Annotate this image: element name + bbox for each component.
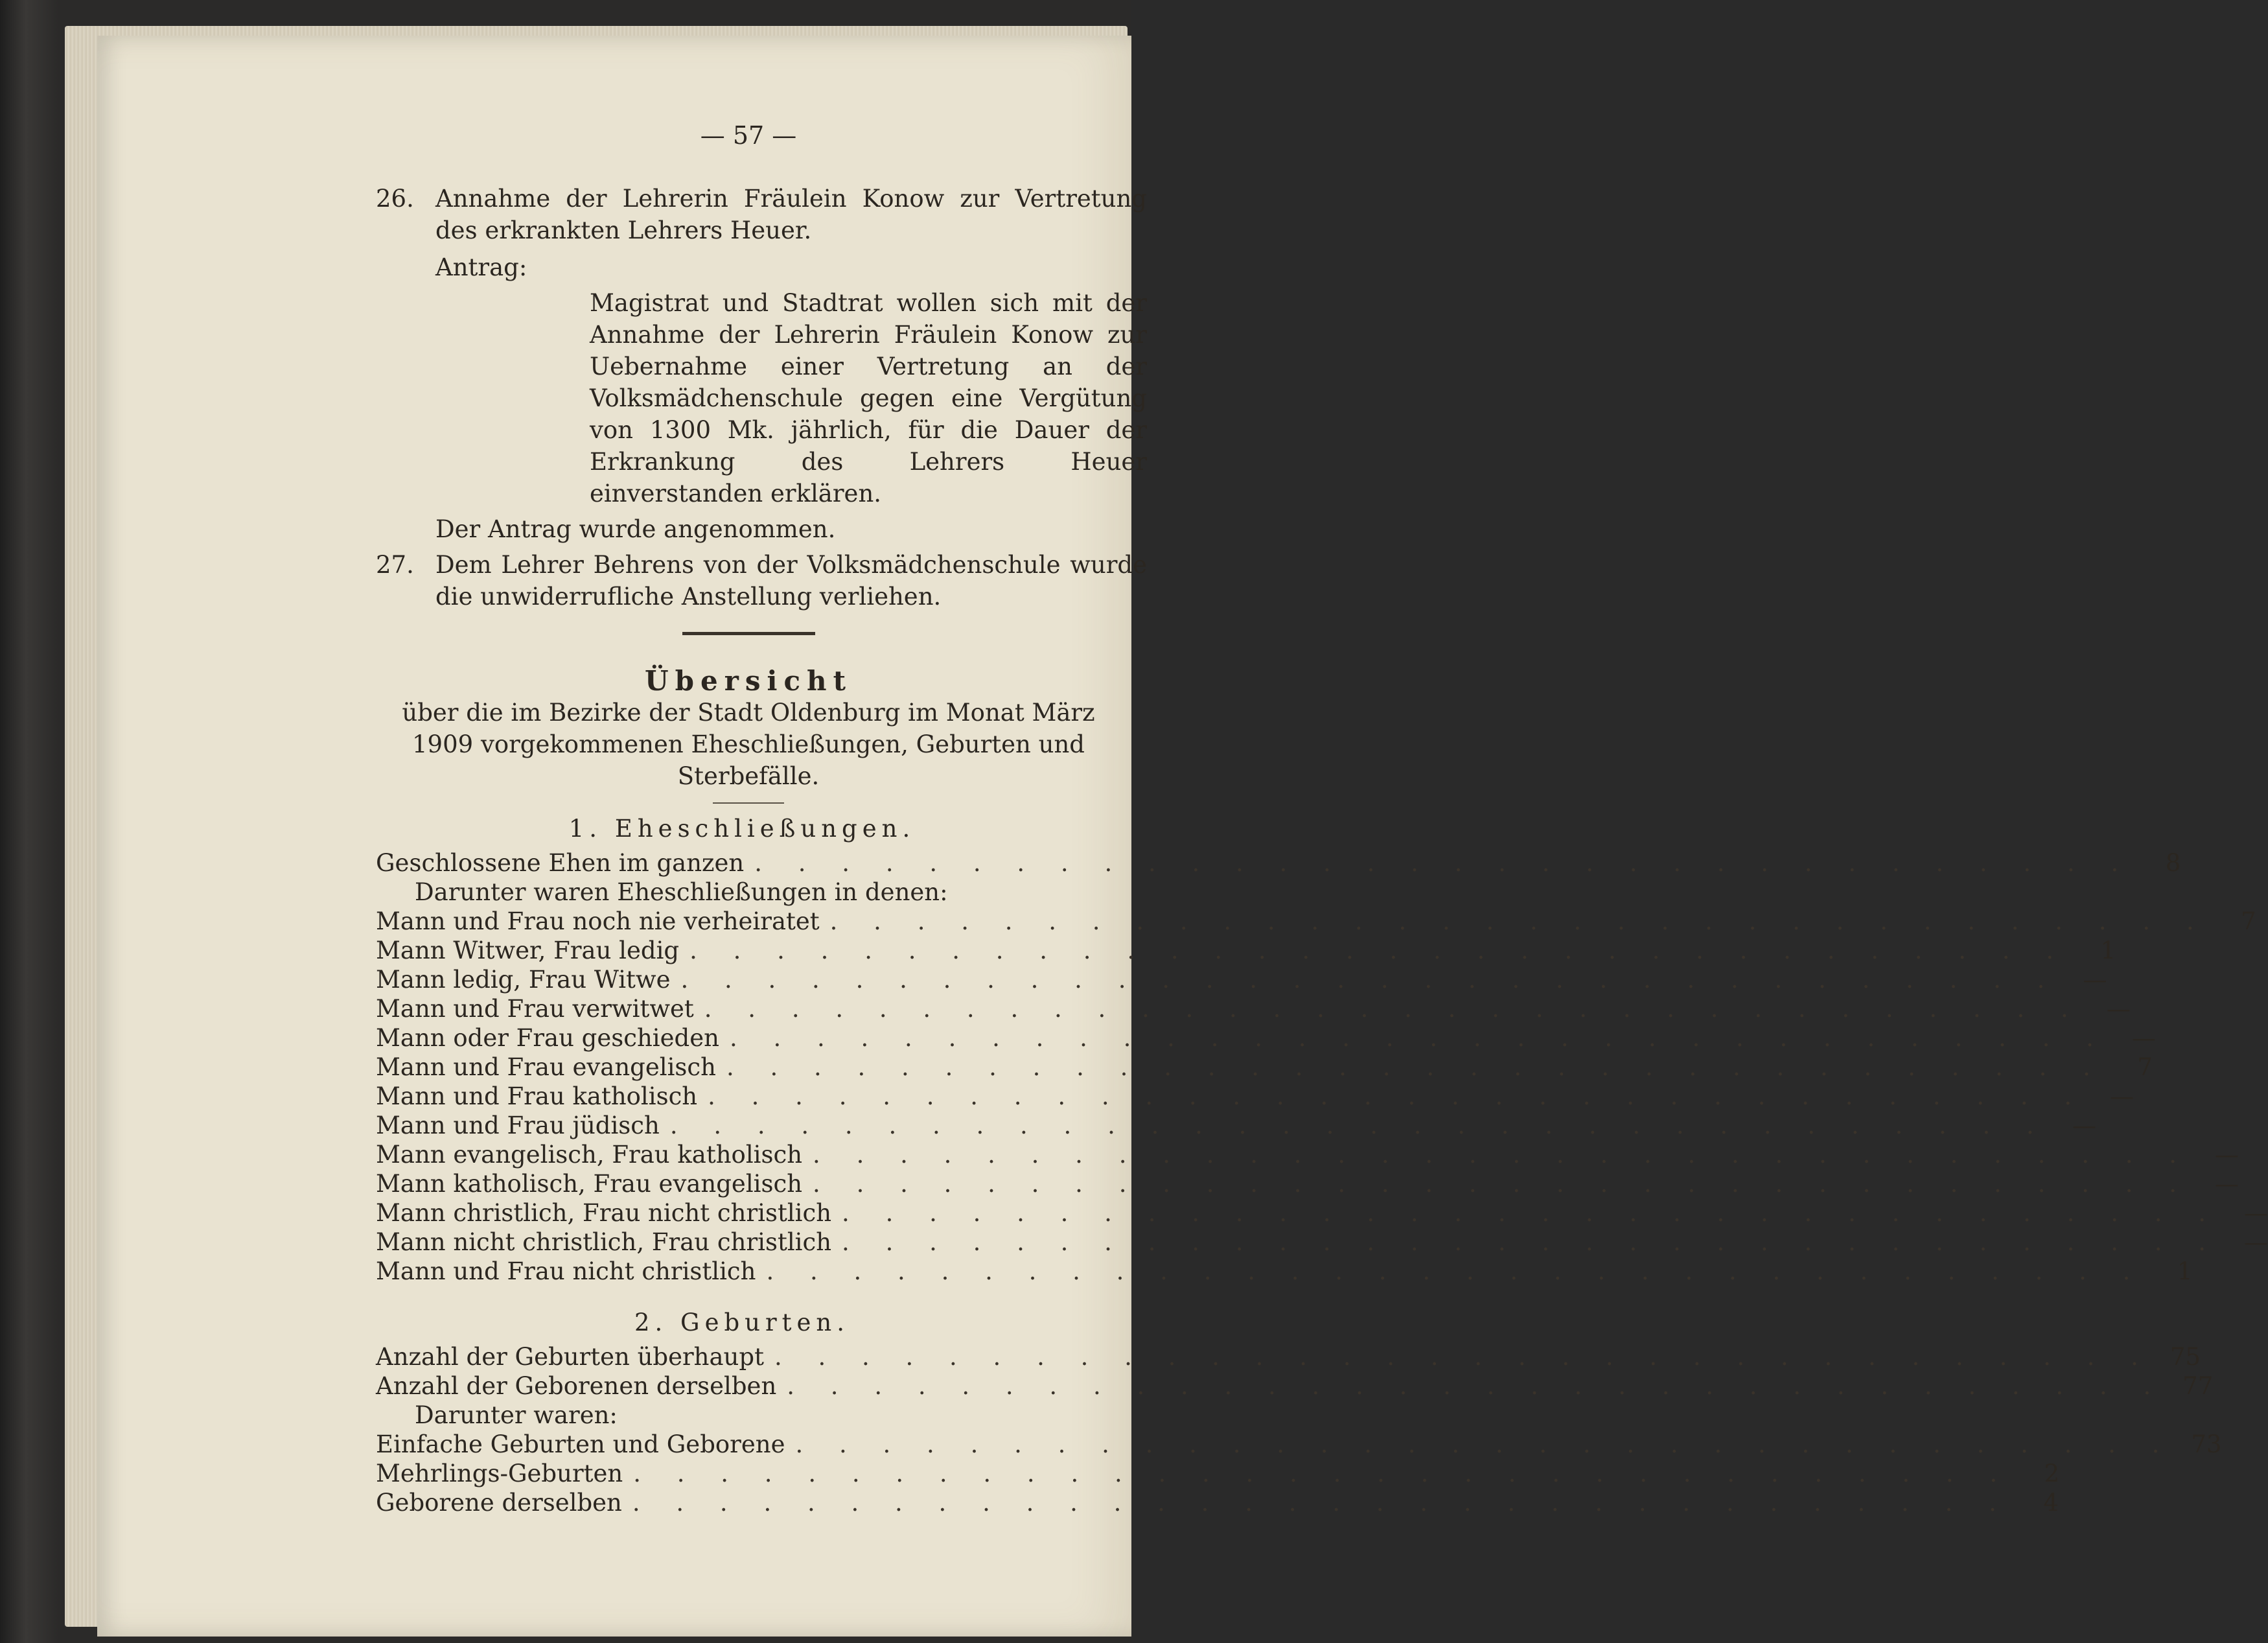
row-value: — bbox=[2110, 1082, 2135, 1110]
table-row bbox=[376, 994, 2131, 1023]
leader-dots: . . . . . . . . . . . . . . . . . . . . . . . . . . . . . . . . bbox=[704, 995, 2083, 1023]
item-number: 26. bbox=[376, 185, 414, 213]
marriages-heading: 1. Eheschließungen. bbox=[568, 815, 916, 843]
row-value: 4 bbox=[2043, 1489, 2059, 1517]
leader-dots: . . . . . . . . . . . . . . . . . . . . . . . . . . . . . . . . bbox=[787, 1372, 2166, 1400]
leader-dots: . . . . . . . . . . . . . . . . . . . . . . . . . . . . . . . . bbox=[689, 937, 2068, 964]
row-value: 73 bbox=[2191, 1430, 2222, 1458]
row-label: Mann oder Frau geschieden bbox=[376, 1024, 719, 1052]
page-content bbox=[376, 120, 2268, 1517]
table-row bbox=[376, 965, 2107, 994]
row-value: 2 bbox=[2044, 1460, 2060, 1487]
row-label: Anzahl der Geburten überhaupt bbox=[376, 1343, 764, 1371]
row-label: Mann evangelisch, Frau katholisch bbox=[376, 1141, 803, 1169]
item-text: Annahme der Lehrerin Fräulein Konow zur Vertretung des erkrankten Lehrers Heuer. bbox=[435, 185, 1147, 244]
births-heading: 2. Geburten. bbox=[634, 1309, 850, 1336]
row-label: Mann und Frau jüdisch bbox=[376, 1112, 660, 1139]
table-row bbox=[376, 1140, 2239, 1169]
overview-title: Übersicht bbox=[645, 665, 852, 697]
row-label: Darunter waren: bbox=[415, 1401, 618, 1429]
row-label: Darunter waren Eheschließungen in denen: bbox=[415, 878, 948, 906]
table-row bbox=[376, 1082, 2135, 1111]
table-row bbox=[376, 878, 1098, 907]
table-row bbox=[376, 1111, 2096, 1140]
item-number: 27. bbox=[376, 551, 414, 579]
row-label: Mann Witwer, Frau ledig bbox=[376, 937, 680, 964]
table-row bbox=[376, 1430, 2222, 1459]
row-label: Einfache Geburten und Geborene bbox=[376, 1430, 785, 1458]
leader-dots: . . . . . . . . . . . . . . . . . . . . . . . . . . . . . . . . bbox=[842, 1199, 2221, 1227]
table-row bbox=[376, 1342, 2201, 1371]
births-table bbox=[376, 1342, 2222, 1517]
table-row bbox=[376, 1053, 2153, 1082]
table-row bbox=[376, 1459, 2060, 1488]
leader-dots: . . . . . . . . . . . . . . . . . . . . . . . . . . . . . . . . bbox=[726, 1053, 2105, 1081]
leader-dots: . . . . . . . . . . . . . . . . . . . . . . . . . . . . . . . . bbox=[813, 1141, 2192, 1169]
leader-dots: . . . . . . . . . . . . . . . . . . . . . . . . . . . . . . . . bbox=[729, 1024, 2108, 1052]
leader-dots: . . . . . . . . . . . . . . . . . . . . . . . . . . . . . . . . bbox=[708, 1082, 2087, 1110]
motion-label: Antrag: bbox=[435, 253, 527, 281]
row-label: Mann ledig, Frau Witwe bbox=[376, 966, 671, 994]
item-text: Dem Lehrer Behrens von der Volksmädchenschule wurde die unwiderrufliche Anstellung verliehen. bbox=[435, 551, 1147, 611]
leader-dots: . . . . . . . . . . . . . . . . . . . . . . . . . . . . . . . . bbox=[669, 1112, 2048, 1139]
item-26 bbox=[376, 183, 1147, 246]
row-value: — bbox=[2215, 1141, 2239, 1169]
row-value: — bbox=[2131, 1024, 2156, 1052]
overview-subtitle: über die im Bezirke der Stadt Oldenburg im Monat März 1909 vorgekommenen Eheschließungen, Geburten und Sterbefälle. bbox=[402, 699, 1095, 790]
table-row bbox=[376, 1198, 2268, 1228]
leader-dots: . . . . . . . . . . . . . . . . . . . . . . . . . . . . . . . . bbox=[680, 966, 2059, 994]
row-value: 1 bbox=[2177, 1257, 2193, 1285]
row-value: — bbox=[2072, 1112, 2096, 1139]
leader-dots: . . . . . . . . . . . . . . . . . . . . . . . . . . . . . . . . bbox=[842, 1228, 2221, 1256]
row-label: Geschlossene Ehen im ganzen bbox=[376, 849, 745, 877]
table-row bbox=[376, 1169, 2239, 1198]
table-row bbox=[376, 1401, 1098, 1430]
row-value: 8 bbox=[2165, 849, 2181, 877]
motion-result: Der Antrag wurde angenommen. bbox=[435, 515, 836, 543]
row-value: — bbox=[2244, 1228, 2268, 1256]
table-row bbox=[376, 1023, 2156, 1053]
row-label: Mehrlings-Geburten bbox=[376, 1460, 623, 1487]
row-label: Mann und Frau noch nie verheiratet bbox=[376, 907, 820, 935]
row-label: Mann und Frau evangelisch bbox=[376, 1053, 716, 1081]
table-row bbox=[376, 936, 2116, 965]
row-value: 1 bbox=[2100, 937, 2116, 964]
table-row bbox=[376, 1257, 2193, 1286]
title-divider bbox=[713, 802, 784, 804]
page-number: — 57 — bbox=[700, 121, 797, 150]
row-label: Geborene derselben bbox=[376, 1489, 622, 1517]
row-label: Mann und Frau katholisch bbox=[376, 1082, 698, 1110]
row-label: Mann und Frau nicht christlich bbox=[376, 1257, 756, 1285]
row-label: Mann katholisch, Frau evangelisch bbox=[376, 1170, 803, 1198]
item-27 bbox=[376, 549, 1147, 612]
row-label: Mann und Frau verwitwet bbox=[376, 995, 694, 1023]
table-row bbox=[376, 848, 2181, 878]
row-value: 77 bbox=[2182, 1372, 2214, 1400]
book-page bbox=[97, 36, 2268, 1637]
row-value: 7 bbox=[2137, 1053, 2153, 1081]
leader-dots: . . . . . . . . . . . . . . . . . . . . . . . . . . . . . . . . bbox=[795, 1430, 2174, 1458]
row-value: — bbox=[2083, 966, 2107, 994]
leader-dots: . . . . . . . . . . . . . . . . . . . . . . . . . . . . . . . . bbox=[774, 1343, 2153, 1371]
leader-dots: . . . . . . . . . . . . . . . . . . . . . . . . . . . . . . . . bbox=[766, 1257, 2145, 1285]
row-label: Mann nicht christlich, Frau christlich bbox=[376, 1228, 832, 1256]
leader-dots: . . . . . . . . . . . . . . . . . . . . . . . . . . . . . . . . bbox=[632, 1489, 2011, 1517]
marriages-table bbox=[376, 848, 2268, 1286]
row-value: — bbox=[2215, 1170, 2239, 1198]
row-value: 7 bbox=[2241, 907, 2256, 935]
row-value: 75 bbox=[2170, 1343, 2201, 1371]
row-value: — bbox=[2106, 995, 2131, 1023]
table-row bbox=[376, 1488, 2059, 1517]
row-label: Anzahl der Geborenen derselben bbox=[376, 1372, 777, 1400]
table-row bbox=[376, 907, 2256, 936]
leader-dots: . . . . . . . . . . . . . . . . . . . . . . . . . . . . . . . . bbox=[754, 849, 2133, 877]
table-row bbox=[376, 1371, 2214, 1401]
table-row bbox=[376, 1228, 2268, 1257]
leader-dots: . . . . . . . . . . . . . . . . . . . . . . . . . . . . . . . . bbox=[813, 1170, 2192, 1198]
section-divider bbox=[682, 632, 815, 635]
leader-dots: . . . . . . . . . . . . . . . . . . . . . . . . . . . . . . . . bbox=[633, 1460, 2012, 1487]
leader-dots: . . . . . . . . . . . . . . . . . . . . . . . . . . . . . . . . bbox=[829, 907, 2208, 935]
row-value: — bbox=[2244, 1199, 2268, 1227]
motion-text: Magistrat und Stadtrat wollen sich mit der Annahme der Lehrerin Fräulein Konow zur Uebernahme einer Vertretung an der Volksmädchenschule gegen eine Vergütung von 1300 Mk. jährlich, für die Dauer der Erkrankung des Lehrers Heuer einverstanden erklären. bbox=[590, 289, 1147, 507]
row-label: Mann christlich, Frau nicht christlich bbox=[376, 1199, 832, 1227]
